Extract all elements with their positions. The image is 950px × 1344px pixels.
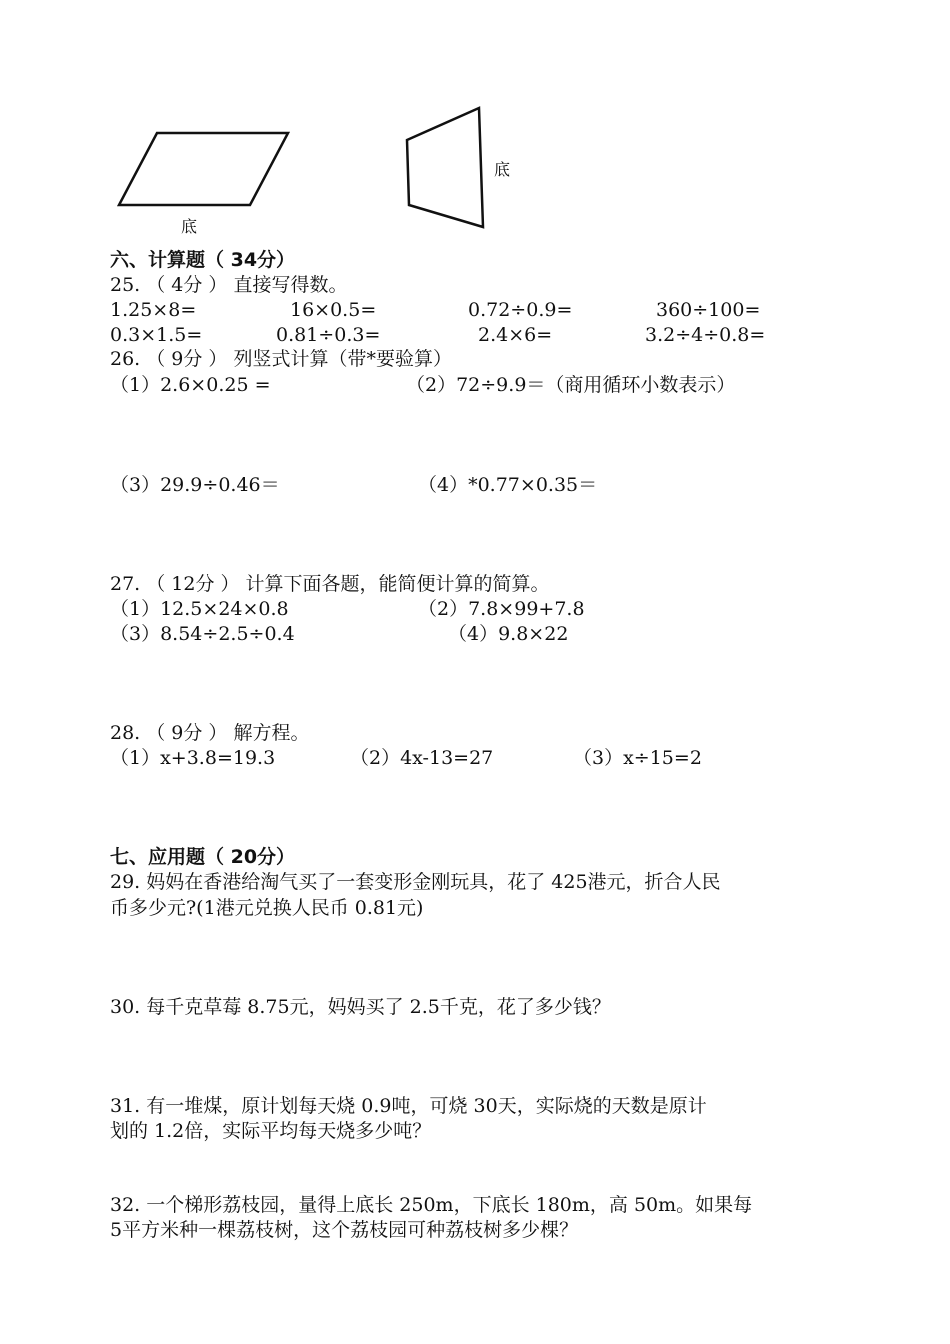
q26-item-2: （2）72÷9.9＝（商用循环小数表示）	[406, 374, 736, 396]
q26-item-1: （1）2.6×0.25 =	[110, 374, 271, 396]
q25-r1-c3: 0.72÷0.9=	[468, 299, 573, 321]
q28-item-1: （1）x+3.8=19.3	[110, 747, 276, 769]
q28-heading: 28. （ 9分 ） 解方程。	[110, 722, 310, 744]
parallelogram-base-label: 底	[181, 217, 198, 236]
q25-r1-c1: 1.25×8=	[110, 299, 197, 321]
q27-item-4: （4）9.8×22	[448, 623, 569, 645]
q27-item-1: （1）12.5×24×0.8	[110, 598, 289, 620]
q30-line-1: 30. 每千克草莓 8.75元，妈妈买了 2.5千克，花了多少钱？	[110, 996, 611, 1018]
trapezoid-shape	[407, 108, 483, 227]
q32-line-2: 5平方米种一棵荔枝树，这个荔枝园可种荔枝树多少棵？	[110, 1219, 579, 1241]
q26-item-3: （3）29.9÷0.46＝	[110, 474, 280, 496]
q25-heading: 25. （ 4分 ） 直接写得数。	[110, 274, 348, 296]
q28-item-3: （3）x÷15=2	[573, 747, 702, 769]
parallelogram-figure	[0, 0, 950, 260]
parallelogram-shape	[119, 133, 288, 205]
q26-heading: 26. （ 9分 ） 列竖式计算（带*要验算）	[110, 348, 452, 370]
q25-r2-c2: 0.81÷0.3=	[276, 324, 381, 346]
q25-r2-c4: 3.2÷4÷0.8=	[645, 324, 766, 346]
q29-line-2: 币多少元?(1港元兑换人民币 0.81元)	[110, 897, 424, 919]
q27-item-3: （3）8.54÷2.5÷0.4	[110, 623, 295, 645]
q31-line-2: 划的 1.2倍，实际平均每天烧多少吨？	[110, 1120, 432, 1142]
section-6-title: 六、计算题（ 34分）	[110, 249, 296, 271]
q25-r1-c4: 360÷100=	[656, 299, 761, 321]
q28-item-2: （2）4x-13=27	[350, 747, 494, 769]
section-7-title: 七、应用题（ 20分）	[110, 846, 296, 868]
q25-r2-c3: 2.4×6=	[478, 324, 553, 346]
q32-line-1: 32. 一个梯形荔枝园，量得上底长 250m，下底长 180m，高 50m。如果每	[110, 1194, 753, 1216]
q26-item-4: （4）*0.77×0.35＝	[418, 474, 598, 496]
trapezoid-base-label: 底	[494, 160, 511, 179]
q27-heading: 27. （ 12分 ） 计算下面各题，能简便计算的简算。	[110, 573, 550, 595]
q25-r2-c1: 0.3×1.5=	[110, 324, 203, 346]
q29-line-1: 29. 妈妈在香港给淘气买了一套变形金刚玩具，花了 425港元，折合人民	[110, 871, 721, 893]
q25-r1-c2: 16×0.5=	[290, 299, 377, 321]
q31-line-1: 31. 有一堆煤，原计划每天烧 0.9吨，可烧 30天，实际烧的天数是原计	[110, 1095, 707, 1117]
q27-item-2: （2）7.8×99+7.8	[418, 598, 585, 620]
